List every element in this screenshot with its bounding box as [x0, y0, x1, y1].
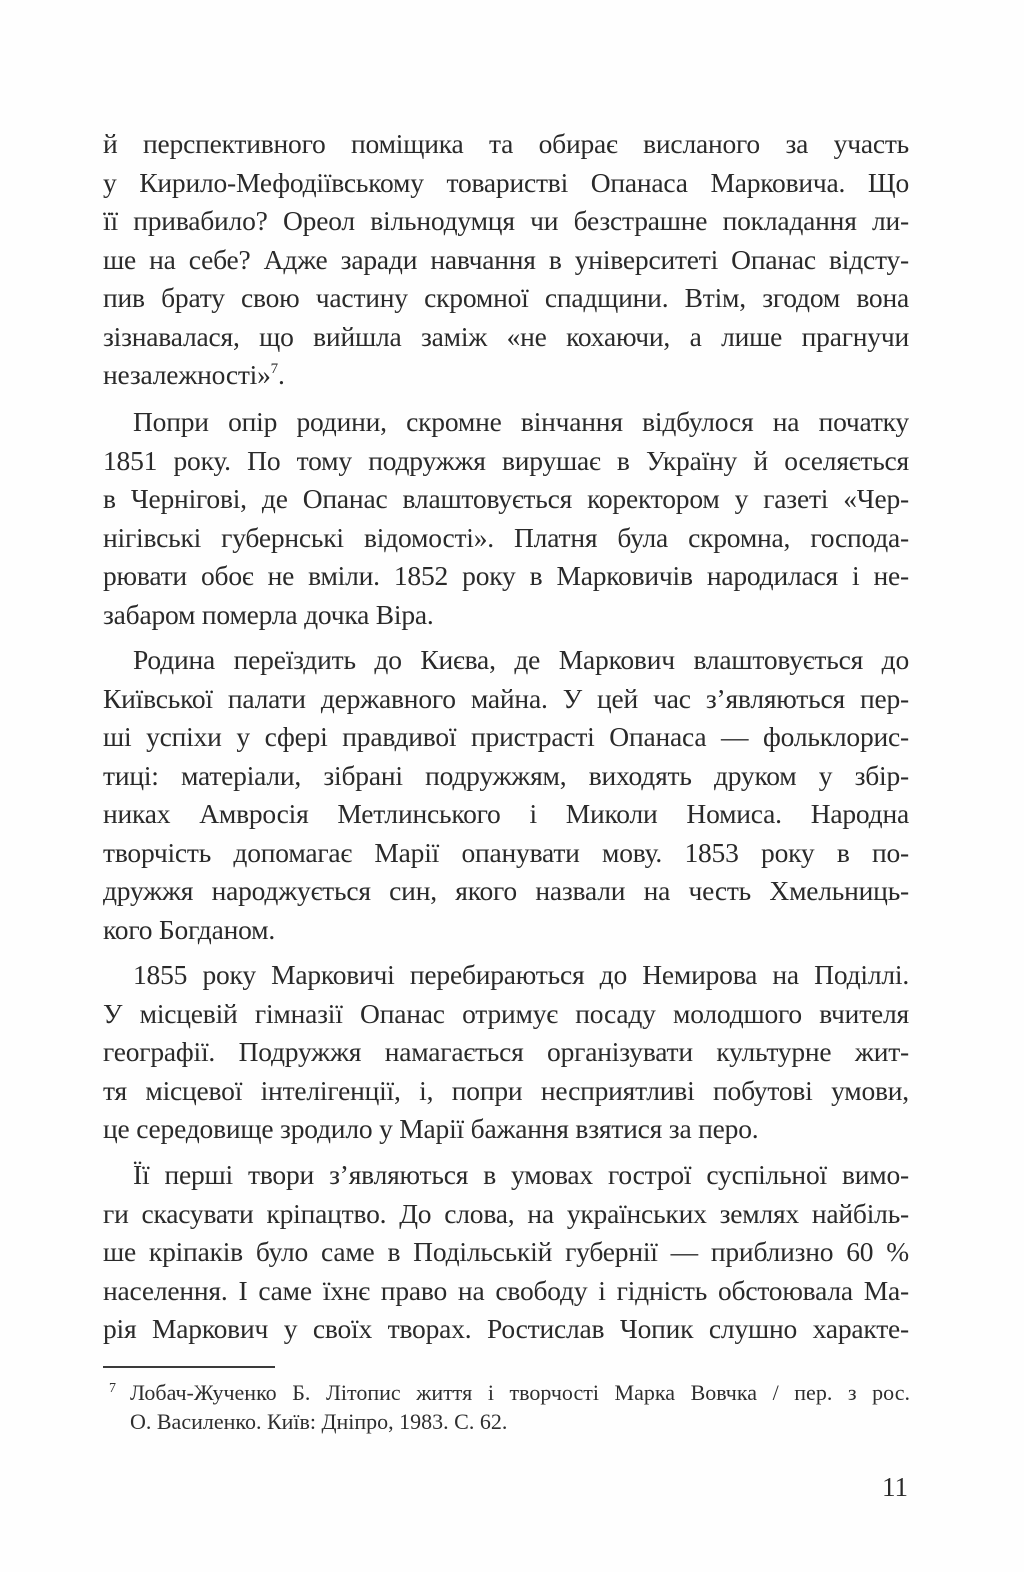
- text-line: Попри опір родини, скромне вінчання відбулося на початку: [133, 406, 909, 437]
- text-line: ші успіхи у сфері правдивої пристрасті Опанаса — фольклорис-: [103, 721, 909, 752]
- text-line: в Чернігові, де Опанас влаштовується коректором у газеті «Чер-: [103, 483, 909, 514]
- text-line: й перспективного поміщика та обирає висланого за участь: [103, 128, 909, 159]
- text-line: 1855 року Марковичі перебираються до Немирова на Поділлі.: [133, 959, 909, 990]
- text-line: у Кирило-Мефодіївському товаристві Опанаса Марковича. Що: [103, 166, 909, 198]
- text-line: кого Богданом.: [103, 913, 276, 945]
- text-line: це середовище зродило у Марії бажання взятися за перо.: [103, 1113, 759, 1144]
- footnote-number: 7: [109, 1381, 116, 1396]
- text-line: нігівські губернські відомості». Платня була скромна, господа-: [103, 521, 909, 553]
- text-line: географії. Подружжя намагається організувати культурне жит-: [103, 1036, 909, 1067]
- text-line: зізнавалася, що вийшла заміж «не кохаючи, а лише прагнучи: [103, 320, 909, 352]
- text-line: тя місцевої інтелігенції, і, попри несприятливі побутові умови,: [103, 1074, 909, 1106]
- text-line: дружжя народжується син, якого назвали на честь Хмельниць-: [103, 875, 909, 906]
- text-line: тиці: матеріали, зібрані подружжям, виходять друком у збір-: [103, 759, 909, 791]
- text-line: ги скасувати кріпацтво. До слова, на українських землях найбіль-: [103, 1197, 909, 1229]
- text-line: її привабило? Ореол вільнодумця чи безстрашне покладання ли-: [103, 205, 909, 236]
- text-line: никах Амвросія Метлинського і Миколи Номиса. Народна: [103, 798, 909, 829]
- text-line: забаром померла дочка Віра.: [103, 598, 434, 630]
- text-line: творчість допомагає Марії опанувати мову. 1853 року в по-: [103, 836, 909, 868]
- text-line: рювати обоє не вміли. 1852 року в Марковичів народилася і не-: [103, 560, 909, 591]
- text-fragment: .: [277, 359, 285, 390]
- text-line: [103, 355, 909, 395]
- footnote-separator: [103, 1366, 275, 1368]
- text-line: населення. І саме їхнє право на свободу і гідність обстоювала Ма-: [103, 1274, 909, 1306]
- text-line: Її перші твори з’являються в умовах гострої суспільної вимо-: [133, 1159, 909, 1190]
- text-line: 1851 року. По тому подружжя вирушає в Україну й оселяється: [103, 444, 909, 476]
- text-line: пив брату свою частину скромної спадщини. Втім, згодом вона: [103, 282, 909, 313]
- text-line: ше на себе? Адже заради навчання в університеті Опанас відсту-: [103, 243, 909, 275]
- footnote-line: О. Василенко. Київ: Дніпро, 1983. С. 62.: [130, 1409, 508, 1434]
- text-fragment: незалежності»: [103, 359, 271, 390]
- text-line: Київської палати державного майна. У цей час з’являються пер-: [103, 682, 909, 714]
- page-number: 11: [882, 1472, 908, 1502]
- text-line: У місцевій гімназії Опанас отримує посаду молодшого вчителя: [103, 997, 909, 1029]
- text-line: Родина переїздить до Києва, де Маркович влаштовується до: [133, 644, 909, 675]
- text-line: рія Маркович у своїх творах. Ростислав Чопик слушно характе-: [103, 1313, 909, 1344]
- footnote-reference[interactable]: 7: [270, 361, 278, 377]
- text-line: ше кріпаків було саме в Подільській губернії — приблизно 60 %: [103, 1236, 909, 1267]
- footnote-line: Лобач-Жученко Б. Літопис життя і творчості Марка Вовчка / пер. з рос.: [130, 1380, 910, 1405]
